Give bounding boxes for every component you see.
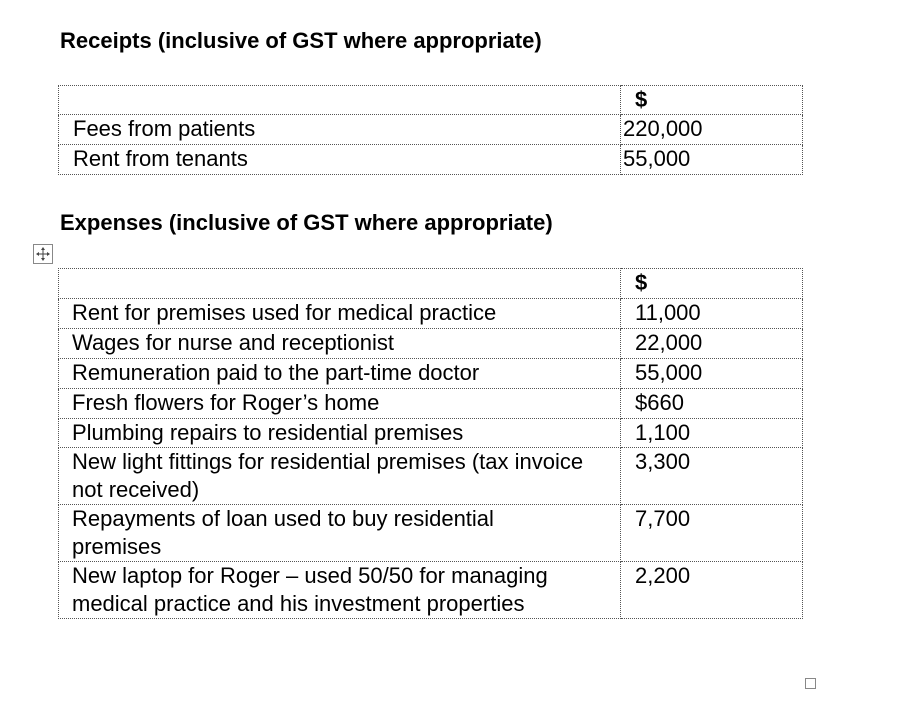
expenses-header-label-cell[interactable] [59,269,621,299]
receipt-amount[interactable]: 55,000 [621,145,803,175]
table-row [59,145,803,175]
expense-amount[interactable]: 22,000 [621,329,803,359]
table-row [59,419,803,448]
table-row [59,562,803,619]
expenses-header-row [59,269,803,299]
table-resize-handle-icon[interactable] [805,678,816,689]
expense-amount[interactable]: $660 [621,389,803,419]
table-row [59,329,803,359]
receipts-heading: Receipts (inclusive of GST where appropriate) [60,28,542,53]
receipt-label[interactable]: Rent from tenants [59,145,621,175]
expenses-column-header[interactable]: $ [621,269,803,299]
expense-label[interactable]: Repayments of loan used to buy residential premises [59,505,621,562]
table-row [59,389,803,419]
table-move-handle-icon[interactable] [33,244,53,264]
expense-amount[interactable]: 1,100 [621,419,803,448]
receipts-table[interactable] [58,85,803,175]
receipts-header-label-cell[interactable] [59,86,621,115]
expenses-table[interactable] [58,268,803,619]
expense-amount[interactable]: 2,200 [621,562,803,619]
expense-amount[interactable]: 3,300 [621,448,803,505]
table-row [59,299,803,329]
receipts-column-header[interactable]: $ [621,86,803,115]
expense-label[interactable]: Plumbing repairs to residential premises [59,419,621,448]
expense-label[interactable]: Fresh flowers for Roger’s home [59,389,621,419]
expense-amount[interactable]: 7,700 [621,505,803,562]
expense-amount[interactable]: 55,000 [621,359,803,389]
table-row [59,505,803,562]
table-row [59,448,803,505]
expense-label[interactable]: New light fittings for residential premises (tax invoice not received) [59,448,621,505]
expense-label[interactable]: Wages for nurse and receptionist [59,329,621,359]
receipt-amount[interactable]: 220,000 [621,115,803,145]
table-row [59,115,803,145]
receipts-header-row [59,86,803,115]
table-row [59,359,803,389]
receipt-label[interactable]: Fees from patients [59,115,621,145]
expense-amount[interactable]: 11,000 [621,299,803,329]
expense-label[interactable]: Rent for premises used for medical practice [59,299,621,329]
expense-label[interactable]: New laptop for Roger – used 50/50 for managing medical practice and his investment properties [59,562,621,619]
expense-label[interactable]: Remuneration paid to the part-time doctor [59,359,621,389]
expenses-heading: Expenses (inclusive of GST where appropriate) [60,210,553,235]
